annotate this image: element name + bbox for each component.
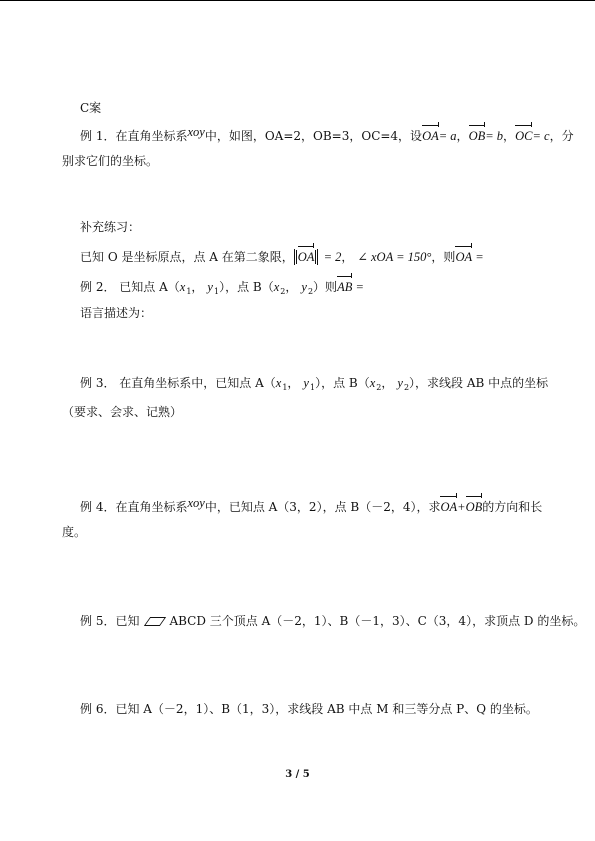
vector-ob: OB: [469, 125, 486, 144]
supplementary-problem: 已知 O 是坐标原点，点 A 在第二象限， OA = 2， ∠ xOA = 150°，则OA =: [80, 246, 484, 265]
supplementary-title: 补充练习：: [80, 220, 141, 234]
vector-ab: AB: [337, 276, 352, 295]
parallelogram-icon: [144, 617, 166, 626]
example-4-line-1: 例 4．在直角坐标系xoy中，已知点 A（3，2），点 B（－2，4），求OA+OB的方向和长: [80, 496, 543, 514]
vector-oa: OA: [298, 246, 315, 265]
xoy-symbol: xoy: [187, 496, 205, 510]
example-3-line-1: 例 3． 在直角坐标系中，已知点 $A(x_1$， $y_1$），点 $B(x_2$， $y_2$），求线段 AB 中点的坐标: [80, 376, 549, 392]
section-heading: C案: [80, 101, 102, 115]
vector-oa: OA: [422, 125, 439, 144]
example-1-line-1: 例 1．在直角坐标系xoy中，如图，OA=2，OB=3，OC=4，设OA= a，OB= b，OC= c，分: [80, 125, 574, 143]
vector-oa: OA: [455, 246, 472, 265]
example-6: 例 6．已知 A（－2，1）、B（1，3），求线段 AB 中点 M 和三等分点 P、Q 的坐标。: [80, 702, 538, 716]
vector-oa: OA: [440, 496, 457, 515]
example-1-line-2: 别求它们的坐标。: [62, 154, 159, 168]
xoy-symbol: xoy: [187, 125, 205, 139]
vector-oc: OC: [515, 125, 532, 144]
vector-ob: OB: [466, 496, 483, 515]
example-3-line-2: （要求、会求、记熟）: [62, 405, 183, 419]
angle-expression: ∠ xOA = 150°: [357, 250, 432, 264]
page-number: 3 / 5: [285, 769, 310, 780]
top-border: [0, 0, 595, 1]
example-5: 例 5．已知 ABCD 三个顶点 A（－2，1）、B（－1，3）、C（3，4），求顶点 D 的坐标。: [80, 614, 586, 628]
example-4-line-2: 度。: [62, 525, 87, 539]
example-2-line-1: 例 2． 已知点 $A(x_1$， $y_1$），点 $B(x_2$， $y_2$）则AB =: [80, 276, 364, 300]
example-2-line-2: 语言描述为：: [80, 306, 153, 320]
magnitude-bars: [294, 249, 319, 265]
